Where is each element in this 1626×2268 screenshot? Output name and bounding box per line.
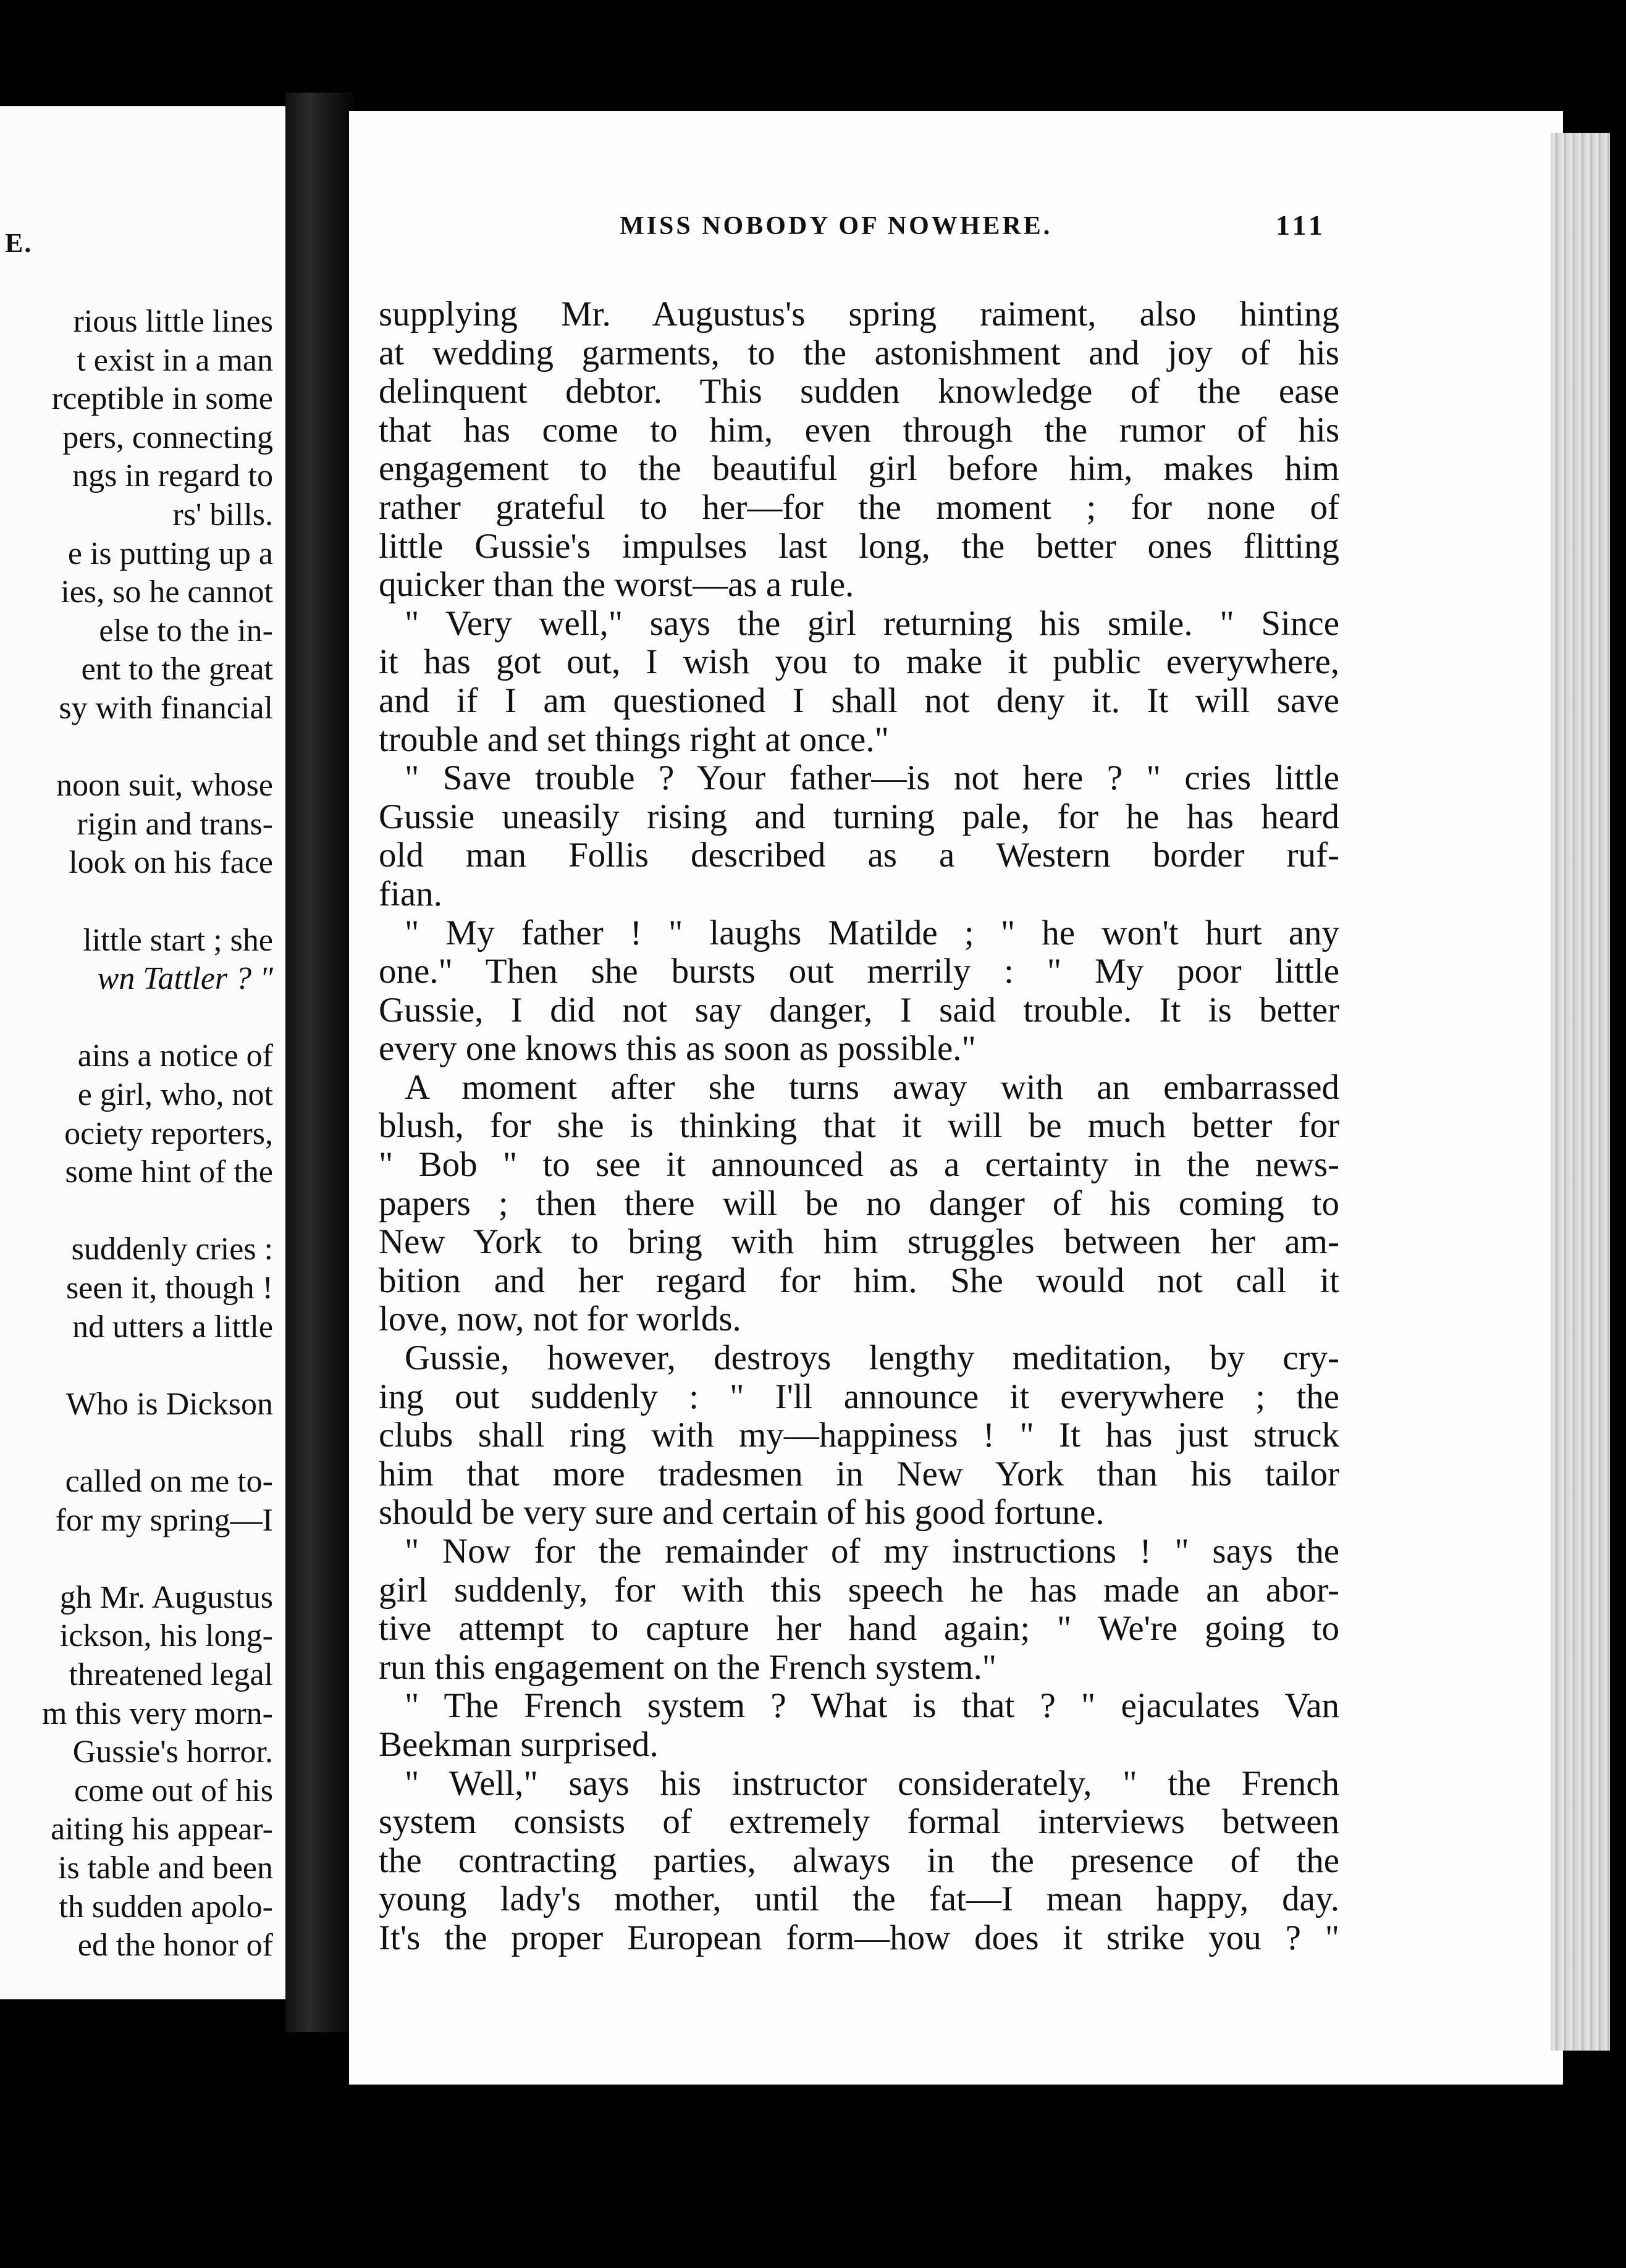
left-text-line: for my spring—I: [55, 1502, 273, 1538]
text-line: quicker than the worst—as a rule.: [379, 565, 854, 605]
text-line: clubs shall ring with my—happiness ! " It has just struck: [379, 1416, 1339, 1455]
text-line: him that more tradesmen in New York than his tailor: [379, 1454, 1339, 1493]
running-head-title: MISS NOBODY OF NOWHERE.: [620, 212, 1053, 240]
text-line: girl suddenly, for with this speech he has made an abor-: [379, 1570, 1339, 1610]
left-text-line: else to the in-: [99, 613, 273, 649]
text-line: bition and her regard for him. She would not call it: [379, 1261, 1339, 1300]
text-line: ing out suddenly : " I'll announce it everywhere ; the: [379, 1377, 1339, 1416]
text-line: New York to bring with him struggles between her am-: [379, 1222, 1339, 1262]
left-text-line: come out of his: [74, 1773, 273, 1808]
text-line: blush, for she is thinking that it will be much better for: [379, 1106, 1339, 1146]
text-line: every one knows this as soon as possible.": [379, 1029, 976, 1069]
left-text-line: m this very morn-: [41, 1695, 273, 1731]
left-text-line: rious little lines: [73, 304, 273, 339]
text-line: papers ; then there will be no danger of his coming to: [379, 1183, 1339, 1223]
left-text-line: threatened legal: [69, 1657, 273, 1692]
text-line: little Gussie's impulses last long, the better ones flitting: [379, 526, 1339, 566]
left-text-line: rceptible in some: [51, 381, 273, 417]
text-line: delinquent debtor. This sudden knowledge of the ease: [379, 372, 1339, 411]
left-text-line: noon suit, whose: [56, 768, 273, 804]
left-text-line: seen it, though !: [65, 1270, 273, 1306]
text-line: " Now for the remainder of my instructions ! " says the: [405, 1532, 1339, 1571]
text-line: fian.: [379, 874, 442, 914]
text-line: " My father ! " laughs Matilde ; " he won't hurt any: [405, 913, 1339, 952]
text-line: Gussie uneasily rising and turning pale, for he has heard: [379, 797, 1339, 836]
text-line: that has come to him, even through the rumor of his: [379, 410, 1339, 450]
text-line: old man Follis described as a Western border ruf-: [379, 836, 1339, 875]
text-line: love, now, not for worlds.: [379, 1300, 741, 1339]
left-text-line: sy with financial: [59, 691, 273, 726]
text-line: " Bob " to see it announced as a certainty in the news-: [379, 1145, 1339, 1185]
text-line: Gussie, however, destroys lengthy meditation, by cry-: [405, 1338, 1339, 1378]
left-text-line: rigin and trans-: [77, 806, 273, 842]
left-text-line: aiting his appear-: [51, 1812, 273, 1847]
left-text-line: wn Tattler ? ": [97, 961, 273, 997]
left-text-line: ies, so he cannot: [61, 574, 273, 610]
text-line: at wedding garments, to the astonishment and joy of his: [379, 333, 1339, 372]
text-line: " Save trouble ? Your father—is not here ? " cries little: [405, 758, 1339, 798]
left-text-line: ed the honor of: [77, 1928, 273, 1964]
left-text-line: th sudden apolo-: [59, 1889, 273, 1925]
left-text-line: gh Mr. Augustus: [59, 1579, 273, 1615]
book-gutter: [285, 93, 353, 2032]
left-text-line: pers, connecting: [62, 419, 273, 455]
text-line: Gussie, I did not say danger, I said trouble. It is better: [379, 990, 1339, 1030]
text-line: run this engagement on the French system.": [379, 1647, 996, 1687]
left-text-line: Gussie's horror.: [72, 1734, 273, 1770]
text-line: Beekman surprised.: [379, 1724, 659, 1764]
text-line: tive attempt to capture her hand again; " We're going to: [379, 1609, 1339, 1648]
facing-page-left: [0, 106, 285, 1999]
text-line: system consists of extremely formal interviews between: [379, 1802, 1339, 1842]
left-text-line: e girl, who, not: [77, 1077, 273, 1112]
left-text-line: Who is Dickson: [65, 1386, 273, 1422]
left-text-line: little start ; she: [83, 922, 273, 958]
left-text-line: ngs in regard to: [72, 458, 273, 494]
text-line: trouble and set things right at once.": [379, 720, 889, 759]
left-text-line: is table and been: [58, 1850, 273, 1886]
text-line: " The French system ? What is that ? " ejaculates Van: [405, 1686, 1339, 1726]
text-line: It's the proper European form—how does it strike you ? ": [379, 1918, 1339, 1957]
text-line: it has got out, I wish you to make it public everywhere,: [379, 642, 1339, 682]
left-text-line: t exist in a man: [77, 342, 273, 378]
left-text-line: e is putting up a: [67, 536, 273, 571]
left-text-line: rs' bills.: [172, 497, 273, 532]
left-text-line: ociety reporters,: [64, 1115, 273, 1151]
page-body-text: [379, 295, 1339, 1958]
text-line: one." Then she bursts out merrily : " My poor little: [379, 952, 1339, 991]
text-line: " Well," says his instructor considerately, " the French: [405, 1763, 1339, 1803]
text-line: engagement to the beautiful girl before him, makes him: [379, 449, 1339, 489]
text-line: rather grateful to her—for the moment ; for none of: [379, 487, 1339, 527]
text-line: supplying Mr. Augustus's spring raiment, also hinting: [379, 295, 1339, 334]
left-text-line: some hint of the: [65, 1154, 273, 1190]
text-line: young lady's mother, until the fat—I mean happy, day.: [379, 1880, 1339, 1919]
text-line: and if I am questioned I shall not deny it. It will save: [379, 681, 1339, 720]
left-text-line: ains a notice of: [77, 1038, 273, 1074]
left-text-line: ickson, his long-: [59, 1618, 273, 1654]
text-line: the contracting parties, always in the presence of the: [379, 1841, 1339, 1880]
page-right: [349, 111, 1563, 2085]
text-line: " Very well," says the girl returning his smile. " Since: [405, 603, 1339, 643]
text-line: A moment after she turns away with an embarrassed: [405, 1067, 1339, 1107]
left-text-line: look on his face: [69, 845, 273, 881]
left-running-head: E.: [5, 228, 33, 258]
text-line: should be very sure and certain of his good fortune.: [379, 1493, 1105, 1532]
left-text-line: called on me to-: [65, 1464, 273, 1499]
left-text-line: nd utters a little: [72, 1309, 273, 1345]
left-text-line: ent to the great: [81, 652, 273, 687]
running-header: MISS NOBODY OF NOWHERE. 111: [620, 209, 1326, 241]
page-block-edge: [1551, 133, 1610, 2051]
left-text-line: suddenly cries :: [71, 1232, 273, 1267]
